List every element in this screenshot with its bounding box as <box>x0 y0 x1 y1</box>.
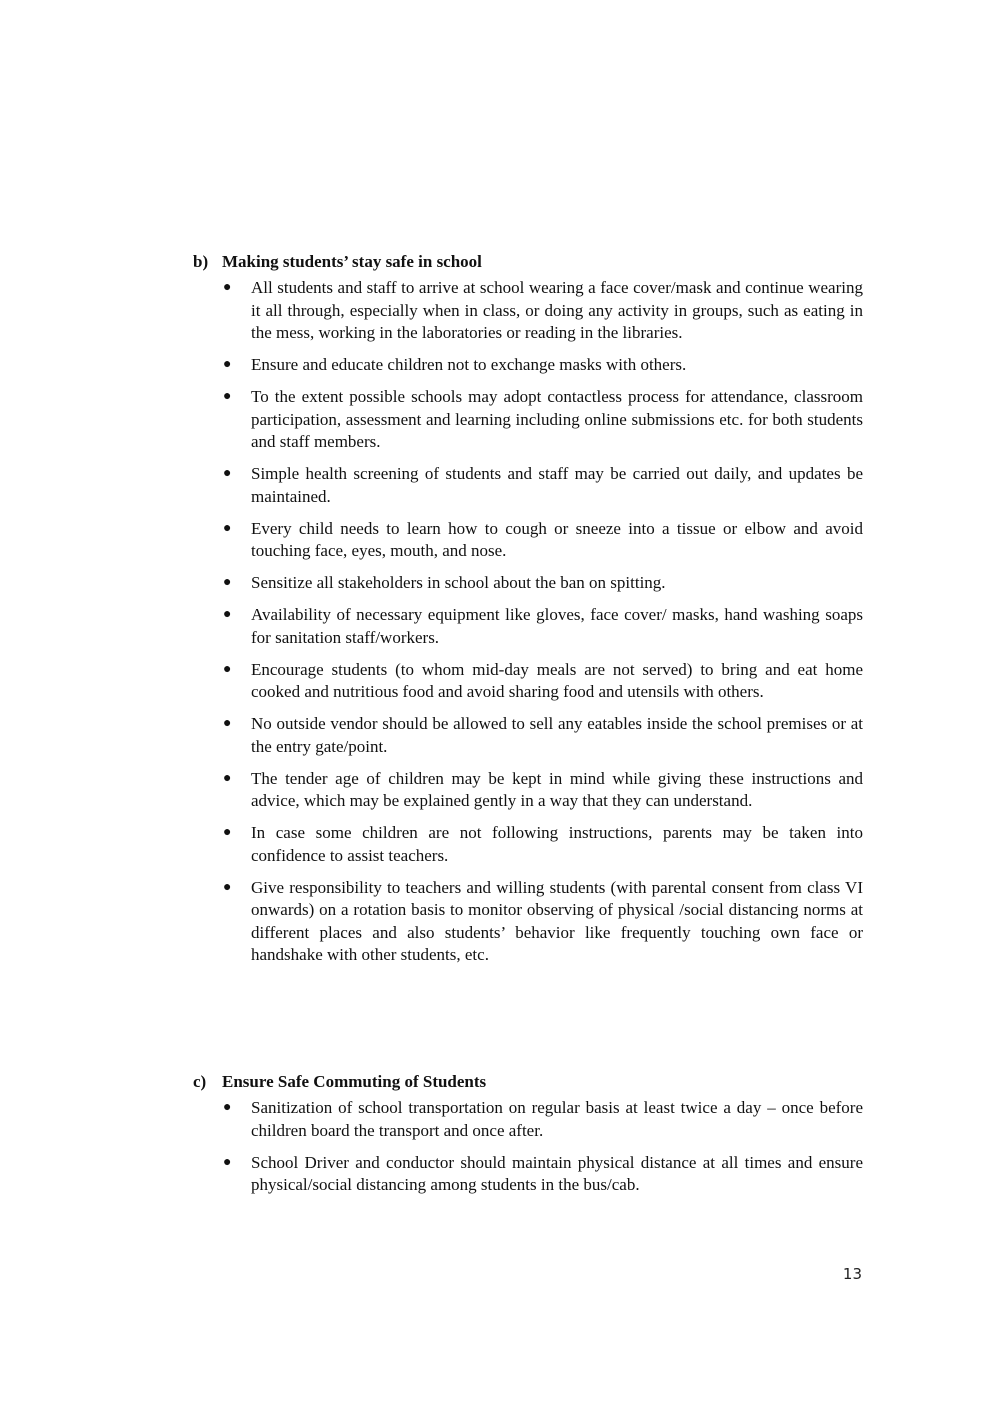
list-item-text: Sanitization of school transportation on regular basis at least twice a day – once before children board the transport and once after. <box>251 1098 863 1140</box>
section-c-marker: c) <box>193 1072 207 1091</box>
bullet-icon: ● <box>223 389 232 404</box>
list-item <box>193 518 863 563</box>
list-item <box>193 768 863 813</box>
list-item-text: To the extent possible schools may adopt contactless process for attendance, classroom participation, assessment and learning including online submissions etc. for both students and staff members. <box>251 387 863 451</box>
list-item <box>193 386 863 454</box>
list-item <box>193 877 863 967</box>
list-item-text: No outside vendor should be allowed to sell any eatables inside the school premises or at the entry gate/point. <box>251 714 863 756</box>
bullet-icon: ● <box>223 716 232 731</box>
list-item <box>193 1152 863 1197</box>
list-item-text: Availability of necessary equipment like gloves, face cover/ masks, hand washing soaps for sanitation staff/workers. <box>251 605 863 647</box>
bullet-icon: ● <box>223 879 232 895</box>
list-item-text: Encourage students (to whom mid-day meals are not served) to bring and eat home cooked and nutritious food and avoid sharing food and utensils with others. <box>251 659 863 701</box>
section-c-title: Ensure Safe Commuting of Students <box>222 1072 487 1091</box>
section-c-list <box>193 1097 863 1197</box>
bullet-icon: ● <box>223 770 232 786</box>
bullet-icon: ● <box>223 575 232 590</box>
list-item-text: Simple health screening of students and staff may be carried out daily, and updates be maintained. <box>251 464 863 506</box>
section-b-list <box>193 277 863 967</box>
bullet-icon: ● <box>223 357 232 372</box>
list-item-text: Sensitize all stakeholders in school about the ban on spitting. <box>251 573 666 592</box>
bullet-icon: ● <box>223 607 232 622</box>
list-item <box>193 1097 863 1142</box>
list-item <box>193 572 863 595</box>
list-item-text: Ensure and educate children not to exchange masks with others. <box>251 355 687 374</box>
bullet-icon: ● <box>223 661 232 677</box>
list-item <box>193 604 863 649</box>
bullet-icon: ● <box>223 1154 232 1170</box>
list-item <box>193 713 863 758</box>
section-c <box>193 1071 863 1206</box>
list-item-text: All students and staff to arrive at school wearing a face cover/mask and continue wearing it all through, especially when in class, or doing any activity in groups, such as eating in the mess, working in the laboratories or reading in the libraries. <box>251 278 863 342</box>
list-item <box>193 463 863 508</box>
page-number: 13 <box>842 1265 862 1283</box>
list-item-text: In case some children are not following instructions, parents may be taken into confidence to assist teachers. <box>251 823 863 865</box>
list-item <box>193 354 863 377</box>
list-item <box>193 822 863 867</box>
section-b-heading <box>193 251 863 273</box>
list-item <box>193 659 863 704</box>
bullet-icon: ● <box>223 520 232 536</box>
bullet-icon: ● <box>223 1100 232 1115</box>
list-item-text: Every child needs to learn how to cough or sneeze into a tissue or elbow and avoid touching face, eyes, mouth, and nose. <box>251 518 863 560</box>
section-b-marker: b) <box>193 252 209 271</box>
section-b-title: Making students’ stay safe in school <box>222 252 482 271</box>
bullet-icon: ● <box>223 825 232 840</box>
section-c-heading <box>193 1071 863 1093</box>
list-item-text: The tender age of children may be kept in mind while giving these instructions and advice, which may be explained gently in a way that they can understand. <box>251 768 863 810</box>
bullet-icon: ● <box>223 466 232 481</box>
list-item <box>193 277 863 345</box>
section-b <box>193 251 863 976</box>
list-item-text: Give responsibility to teachers and willing students (with parental consent from class VI onwards) on a rotation basis to monitor observing of physical /social distancing norms at different places and also students’ behavior like frequently touching own face or handshake with other students, etc. <box>251 877 863 964</box>
bullet-icon: ● <box>223 280 232 295</box>
list-item-text: School Driver and conductor should maintain physical distance at all times and ensure physical/social distancing among students in the bus/cab. <box>251 1152 863 1194</box>
